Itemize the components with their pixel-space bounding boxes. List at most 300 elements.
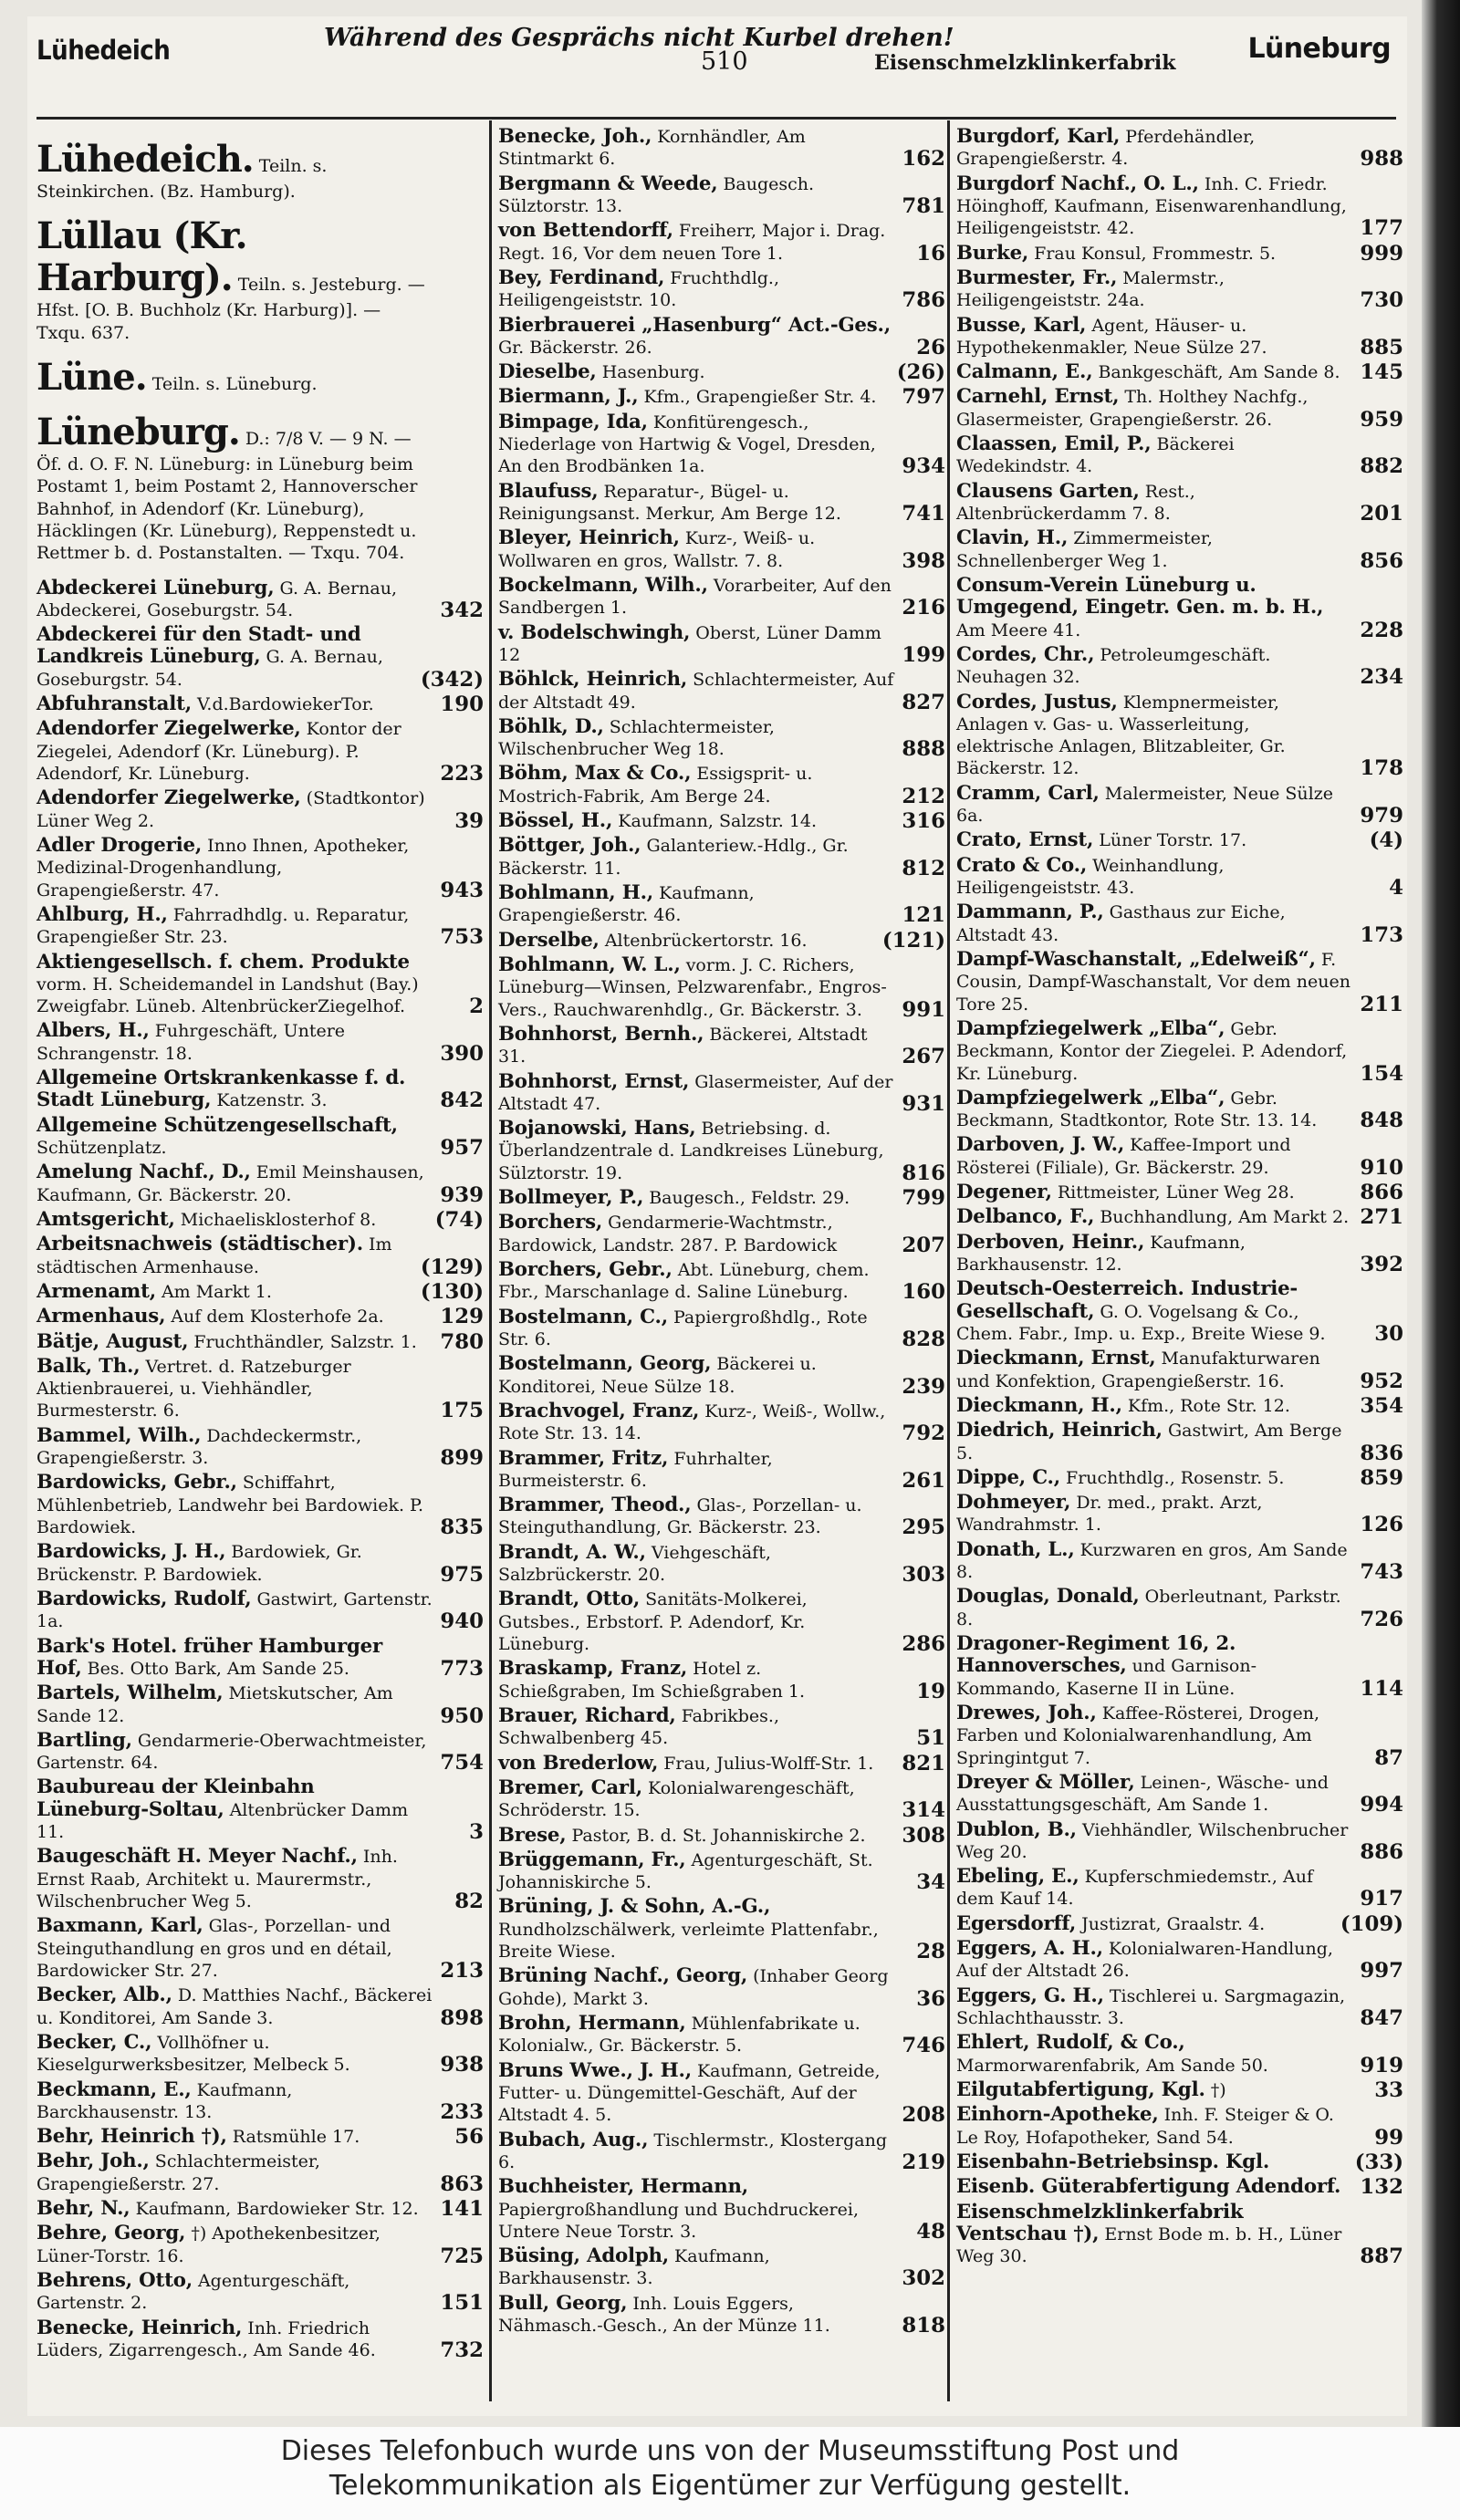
entry-details: Ernst Bode m. b. H., Lüner Weg 30. [956, 2223, 1342, 2267]
entry-name: Allgemeine Ortskrankenkasse f. d. Stadt Lüneburg, [36, 1067, 406, 1112]
place-heading [36, 411, 484, 565]
phone-number: 211 [1360, 992, 1403, 1016]
directory-entry [36, 1234, 484, 1278]
directory-entry [956, 855, 1403, 900]
phone-number: 842 [440, 1088, 484, 1113]
entry-details: Kaufmann, Barkhausenstr. 3. [498, 2246, 770, 2289]
directory-entry [498, 1588, 945, 1655]
entry-details: Kaufmann, Getreide, Futter- u. Düngemittel-Geschäft, Auf der Altstadt 4. 5. [498, 2060, 881, 2126]
directory-entry [956, 433, 1403, 478]
entry-name: Consum-Verein Lüneburg u. Umgegend, Eingetr. Gen. m. b. H., [956, 573, 1324, 620]
phone-number: 856 [1360, 548, 1403, 573]
entry-details: Tischlerei u. Sargmagazin, Schlachthausstr. 3. [956, 1985, 1346, 2028]
directory-entry [956, 1866, 1403, 1911]
entry-name: Eggers, G. H., [956, 1984, 1104, 2007]
phone-number: 792 [902, 1421, 945, 1446]
directory-entry [498, 716, 945, 761]
entry-name: Benecke, Joh., [498, 125, 652, 148]
entry-details: D. Matthies Nachf., Bäckerei u. Konditorei, Am Sande 3. [36, 1985, 433, 2028]
phone-number: 82 [454, 1890, 484, 1913]
phone-number: 899 [440, 1446, 484, 1471]
entry-details: Abt. Lüneburg, chem. Fbr., Marschanlage d. Saline Lüneburg. [498, 1260, 870, 1303]
directory-entry [956, 1586, 1403, 1630]
phone-number: 818 [902, 2314, 945, 2338]
entry-details: Glasermeister, Auf der Altstadt 47. [498, 1071, 893, 1114]
entry-name: Becker, Alb., [36, 1984, 172, 2007]
entry-details: Papiergroßhandlung und Buchdruckerei, Untere Neue Torstr. 3. [498, 2199, 859, 2242]
directory-entry [36, 2032, 484, 2077]
entry-details: Fuhrgeschäft, Untere Schrangenstr. 18. [36, 1021, 346, 1064]
entry-name: Crato, Ernst, [956, 828, 1094, 852]
entry-name: Benecke, Heinrich, [36, 2316, 243, 2339]
directory-entry [956, 1492, 1403, 1536]
place-heading [36, 357, 484, 399]
directory-entry [36, 835, 484, 901]
phone-number: 931 [902, 1091, 945, 1116]
directory-entry [956, 1772, 1403, 1817]
entry-name: Böhlck, Heinrich, [498, 668, 688, 692]
phone-number: 952 [1360, 1369, 1403, 1393]
directory-entry [956, 386, 1403, 431]
entry-name: Dampfziegelwerk „Elba“, [956, 1086, 1225, 1109]
entry-name: Beckmann, E., [36, 2077, 192, 2101]
entry-name: Bartling, [36, 1728, 132, 1752]
directory-entry [498, 669, 945, 713]
entry-details: †) [1210, 2079, 1226, 2100]
entry-name: Cramm, Carl, [956, 781, 1100, 805]
directory-entry [498, 763, 945, 807]
entry-name: Diedrich, Heinrich, [956, 1419, 1163, 1442]
directory-entry [498, 411, 945, 478]
entry-name: Behr, Joh., [36, 2150, 150, 2173]
entry-name: Claassen, Emil, P., [956, 432, 1152, 456]
phone-number: 957 [440, 1136, 484, 1160]
header-rule [36, 117, 1396, 120]
phone-number: 835 [440, 1515, 484, 1539]
running-header [36, 24, 1396, 76]
entry-details: D.: 7/8 V. — 9 N. — Öf. d. O. F. N. Lüneburg: in Lüneburg beim Postamt 1, beim Postamt 2, Hannoverscher Bahnhof, in Adendorf (Kr. Lüneburg), Häcklingen (Kr. Lüneburg), Reppenstedt u. Rettmer b. d. Postanstalten. — Txqu. 704. [36, 428, 418, 564]
column-divider [947, 120, 950, 2401]
phone-number: 308 [902, 1823, 945, 1848]
entry-name: Derboven, Heinr., [956, 1230, 1145, 1254]
directory-entry [36, 1020, 484, 1065]
phone-number: 132 [1360, 2175, 1403, 2200]
phone-number: 56 [454, 2125, 484, 2150]
entry-name: Bostelmann, C., [498, 1305, 668, 1328]
entry-name: Brüning, J. & Sohn, A.-G., [498, 1895, 771, 1919]
directory-entry [956, 692, 1403, 780]
phone-number: (129) [420, 1255, 484, 1279]
directory-entry [36, 1682, 484, 1727]
phone-number: 938 [440, 2053, 484, 2077]
phone-number: 746 [902, 2034, 945, 2058]
phone-number: 882 [1360, 454, 1403, 479]
directory-entry [36, 1356, 484, 1422]
phone-number: 219 [902, 2150, 945, 2174]
entry-details: Michaelisklosterhof 8. [180, 1209, 377, 1230]
directory-entry [956, 2104, 1403, 2149]
entry-name: Dampf-Waschanstalt, „Edelweiß“, [956, 947, 1316, 971]
entry-name: Amtsgericht, [36, 1207, 175, 1231]
phone-number: 121 [902, 903, 945, 928]
entry-details: Frau Konsul, Frommestr. 5. [1034, 243, 1277, 264]
phone-number: 201 [1360, 502, 1403, 526]
entry-details: Pferdehändler, Grapengießerstr. 4. [956, 127, 1256, 170]
entry-details: Galanteriew.-Hdlg., Gr. Bäckerstr. 11. [498, 836, 849, 879]
entry-details: Kaufmann, Grapengießerstr. 46. [498, 883, 755, 926]
entry-details: Ratsmühle 17. [232, 2127, 360, 2148]
phone-number: 160 [902, 1280, 945, 1305]
directory-entry [956, 1278, 1403, 1345]
phone-number: 151 [440, 2291, 484, 2316]
directory-entry [498, 2130, 945, 2174]
directory-entry [956, 2176, 1403, 2198]
entry-details: Malermeister, Neue Sülze 6a. [956, 783, 1333, 827]
directory-entry [498, 2013, 945, 2057]
directory-entry [956, 2202, 1403, 2268]
entry-name: Buchheister, Hermann, [498, 2175, 748, 2199]
phone-number: 994 [1360, 1793, 1403, 1817]
phone-number: 271 [1360, 1205, 1403, 1230]
directory-entry [498, 1448, 945, 1493]
phone-number: 392 [1360, 1253, 1403, 1276]
entry-name: Bardowicks, Rudolf, [36, 1587, 252, 1610]
directory-entry [498, 1353, 945, 1398]
directory-entry [36, 1541, 484, 1586]
entry-name: Brüning Nachf., Georg, [498, 1964, 748, 1988]
directory-entry [956, 575, 1403, 641]
entry-details: Essigsprit- u. Mostrich-Fabrik, Am Berge 24. [498, 764, 813, 807]
directory-entry [36, 578, 484, 622]
entry-details: Vertret. d. Ratzeburger Aktienbrauerei, u. Viehhändler, Burmesterstr. 6. [36, 1356, 351, 1421]
phone-number: 141 [440, 2197, 484, 2222]
entry-details: Mietskutscher, Am Sande 12. [36, 1683, 393, 1726]
directory-entry [498, 810, 945, 832]
entry-name: Bruns Wwe., J. H., [498, 2058, 692, 2082]
directory-entry [956, 267, 1403, 312]
header-right-subkeyword: Eisenschmelzklinkerfabrik [874, 51, 1176, 75]
entry-name: Lüne. [36, 355, 147, 399]
entry-details: Gr. Bäckerstr. 26. [498, 337, 652, 358]
directory-entry [498, 835, 945, 880]
ownership-notice [0, 2427, 1460, 2520]
entry-details: Justizrat, Graalstr. 4. [1081, 1913, 1266, 1934]
entry-name: Douglas, Donald, [956, 1585, 1140, 1609]
entry-name: Brachvogel, Franz, [498, 1399, 700, 1422]
entry-details: Am Meere 41. [956, 620, 1081, 640]
phone-number: 223 [440, 762, 484, 786]
phone-number: 828 [902, 1327, 945, 1351]
phone-number: 48 [916, 2219, 945, 2244]
entry-name: Eisenb. Güterabfertigung Adendorf. [956, 2175, 1341, 2199]
phone-number: 934 [902, 454, 945, 479]
directory-entry [498, 2176, 945, 2243]
entry-details: G. A. Bernau, Goseburgstr. 54. [36, 647, 383, 690]
directory-entry [956, 1232, 1403, 1276]
phone-number: 859 [1360, 1465, 1403, 1490]
phone-number: 233 [440, 2099, 484, 2124]
directory-entry [498, 575, 945, 620]
entry-details: Schlachtermeister, Wilschenbrucher Weg 18. [498, 716, 775, 760]
entry-details: Inh. F. Steiger & O. Le Roy, Hofapotheker, Sand 54. [956, 2105, 1334, 2148]
directory-entry [36, 2150, 484, 2195]
directory-entry [498, 1071, 945, 1116]
entry-details: Teiln. s. Jesteburg. — Hfst. [O. B. Buchholz (Kr. Harburg)]. — Txqu. 637. [36, 275, 425, 343]
entry-name: Dammann, P., [956, 901, 1104, 924]
directory-entry [36, 2079, 484, 2124]
phone-number: (26) [896, 360, 945, 385]
entry-name: Bark's Hotel. früher Hamburger Hof, [36, 1634, 383, 1680]
phone-number: 943 [440, 878, 484, 902]
directory-entry [36, 1984, 484, 2029]
entry-details: Fabrikbes., Schwalbenberg 45. [498, 1705, 779, 1749]
phone-number: 847 [1360, 2006, 1403, 2030]
entry-name: Burmester, Fr., [956, 266, 1118, 289]
phone-number: 997 [1360, 1959, 1403, 1984]
entry-details: Auf dem Klosterhofe 2a. [171, 1307, 384, 1328]
entry-name: Dieselbe, [498, 360, 597, 384]
entry-name: Bardowicks, J. H., [36, 1540, 226, 1564]
entry-name: Dublon, B., [956, 1817, 1077, 1841]
directory-entry [36, 1306, 484, 1328]
entry-name: Bohlmann, W. L., [498, 953, 681, 976]
phone-number: 754 [440, 1751, 484, 1775]
entry-name: Ehlert, Rudolf, & Co., [956, 2031, 1185, 2055]
entry-name: Abdeckerei für den Stadt- und Landkreis Lüneburg, [36, 623, 361, 669]
phone-number: 261 [902, 1468, 945, 1493]
directory-entry [498, 173, 945, 218]
entry-name: Bostelmann, Georg, [498, 1352, 712, 1376]
entry-details: F. Cousin, Dampf-Waschanstalt, Vor dem neuen Tore 25. [956, 949, 1350, 1015]
entry-details: Agenturgeschäft, St. Johanniskirche 5. [498, 1849, 873, 1893]
entry-name: Blaufuss, [498, 479, 599, 503]
entry-details: Bäckerei, Altstadt 31. [498, 1024, 868, 1067]
directory-entry [498, 126, 945, 171]
entry-details: Gebr. Beckmann, Kontor der Ziegelei. P. Adendorf, Kr. Lüneburg. [956, 1018, 1348, 1084]
entry-name: Bartels, Wilhelm, [36, 1682, 224, 1705]
directory-entry [36, 952, 484, 1018]
directory-entry [956, 173, 1403, 240]
entry-name: Lühedeich. [36, 138, 254, 181]
entry-name: Borchers, [498, 1211, 603, 1234]
entry-details: Kfm., Rote Str. 12. [1127, 1395, 1290, 1416]
entry-details: Zimmermeister, Schnellenberger Weg 1. [956, 528, 1213, 571]
entry-name: Borchers, Gebr., [498, 1258, 673, 1281]
entry-name: Aktiengesellsch. f. chem. Produkte [36, 950, 410, 974]
entry-details: Viehhändler, Wilschenbrucher Weg 20. [956, 1819, 1349, 1862]
phone-number: 216 [902, 596, 945, 620]
entry-name: Eisenschmelzklinkerfabrik Ventschau †), [956, 2200, 1244, 2245]
phone-number: 295 [902, 1515, 945, 1540]
entry-name: Behre, Georg, [36, 2222, 186, 2245]
entry-name: Bey, Ferdinand, [498, 266, 665, 289]
directory-entry [36, 787, 484, 832]
directory-entry [498, 1187, 945, 1209]
entry-name: Bojanowski, Hans, [498, 1117, 696, 1140]
phone-number: 398 [902, 548, 945, 573]
entry-name: Behr, Heinrich †), [36, 2125, 227, 2149]
phone-number: 939 [440, 1182, 484, 1207]
entry-details: Hasenburg. [601, 362, 705, 383]
entry-name: Ahlburg, H., [36, 902, 168, 926]
directory-entry [956, 361, 1403, 383]
entry-details: Weinhandlung, Heiligengeiststr. 43. [956, 855, 1225, 898]
directory-entry [498, 1777, 945, 1822]
phone-number: 302 [902, 2266, 945, 2291]
entry-name: Ebeling, E., [956, 1865, 1079, 1889]
entry-name: Bimpage, Ida, [498, 410, 648, 433]
entry-details: V.d.BardowiekerTor. [197, 694, 374, 715]
phone-number: 725 [440, 2244, 484, 2268]
phone-number: 886 [1360, 1839, 1403, 1864]
directory-entry [498, 361, 945, 383]
entry-details: Oberst, Lüner Damm 12 [498, 622, 881, 665]
phone-number: 177 [1360, 216, 1403, 241]
phone-number: 30 [1374, 1321, 1403, 1346]
entry-name: Brammer, Fritz, [498, 1446, 669, 1470]
entry-name: Biermann, J., [498, 385, 639, 409]
entry-name: Armenamt, [36, 1279, 156, 1303]
phone-number: 781 [902, 193, 945, 218]
entry-details: Teiln. s. Steinkirchen. (Bz. Hamburg). [36, 156, 328, 202]
entry-name: Brandt, Otto, [498, 1588, 641, 1611]
entry-name: Bätje, August, [36, 1329, 189, 1353]
phone-number: 816 [902, 1161, 945, 1185]
entry-name: Büsing, Adolph, [498, 2244, 669, 2268]
directory-entry [498, 930, 945, 952]
entry-details: Kaufmann, Bardowieker Str. 12. [135, 2199, 419, 2220]
entry-details: (Stadtkontor) Lüner Weg 2. [36, 788, 425, 831]
entry-details: Gebr. Beckmann, Stadtkontor, Rote Str. 13. 14. [956, 1088, 1318, 1131]
entry-details: Inh. Friedrich Lüders, Zigarrengesch., Am Sande 46. [36, 2317, 376, 2360]
entry-name: Calmann, E., [956, 360, 1093, 384]
directory-entry [36, 1209, 484, 1231]
directory-entry [36, 1115, 484, 1160]
phone-number: 162 [902, 147, 945, 172]
phone-number: 199 [902, 642, 945, 667]
entry-details: Kolonialwaren-Handlung, Auf der Altstadt 26. [956, 1939, 1333, 1982]
entry-details: Rundholzschälwerk, verleimte Plattenfabr., Breite Wiese. [498, 1919, 879, 1963]
entry-details: Inh. C. Friedr. Höinghoff, Kaufmann, Eisenwarenhandlung, Heiligengeiststr. 42. [956, 173, 1347, 239]
entry-details: Kaffee-Rösterei, Drogen, Farben und Kolonialwarenhandlung, Am Springintgut 7. [956, 1703, 1319, 1768]
directory-entry [498, 220, 945, 265]
entry-details: Freiherr, Major i. Drag. Regt. 16, Vor dem neuen Tore 1. [498, 221, 886, 264]
directory-entry [36, 1915, 484, 1982]
phone-number: 887 [1360, 2244, 1403, 2269]
phone-number: 975 [440, 1562, 484, 1587]
directory-entry [498, 1849, 945, 1894]
entry-details: Gasthaus zur Eiche, Altstadt 43. [956, 902, 1286, 945]
entry-details: Konfitürengesch., Niederlage von Hartwig & Vogel, Dresden, An den Brodbänken 1a. [498, 411, 876, 477]
phone-number: 342 [440, 598, 484, 622]
place-heading [36, 139, 484, 203]
directory-entry [498, 954, 945, 1021]
entry-details: Th. Holthey Nachfg., Glasermeister, Grapengießerstr. 26. [956, 387, 1309, 430]
phone-number: 991 [902, 997, 945, 1022]
entry-name: Dieckmann, Ernst, [956, 1347, 1156, 1370]
entry-details: Bes. Otto Bark, Am Sande 25. [87, 1658, 349, 1679]
directory-entry [956, 1018, 1403, 1085]
entry-details: Gendarmerie-Wachtmstr., Bardowick, Landstr. 287. P. Bardowick [498, 1213, 838, 1255]
phone-number: (33) [1354, 2150, 1403, 2174]
entry-details: Mühlenfabrikate u. Kolonialw., Gr. Bäckerstr. 5. [498, 2014, 860, 2057]
entry-name: Böhm, Max & Co., [498, 762, 692, 786]
entry-details: Kurzwaren en gros, Am Sande 8. [956, 1539, 1348, 1583]
directory-entry [36, 2126, 484, 2148]
entry-name: Carnehl, Ernst, [956, 385, 1120, 409]
directory-entry [956, 315, 1403, 359]
directory-entry [498, 267, 945, 312]
directory-entry [956, 1420, 1403, 1464]
directory-entry [36, 1331, 484, 1353]
entry-name: Adler Drogerie, [36, 833, 203, 857]
entry-name: Baxmann, Karl, [36, 1914, 203, 1938]
entry-name: Allgemeine Schützengesellschaft, [36, 1113, 398, 1137]
directory-entry [36, 1636, 484, 1681]
entry-details: Agenturgeschäft, Gartenstr. 2. [36, 2271, 350, 2314]
phone-number: 732 [440, 2338, 484, 2362]
phone-number: 19 [916, 1679, 945, 1703]
entry-name: Baugeschäft H. Meyer Nachf., [36, 1845, 358, 1869]
entry-name: Albers, H., [36, 1019, 150, 1043]
entry-name: Brandt, A. W., [498, 1540, 646, 1564]
entry-name: Delbanco, F., [956, 1205, 1095, 1229]
entry-details: Schiffahrt, Mühlenbetrieb, Landwehr bei Bardowiek. P. Bardowiek. [36, 1473, 424, 1537]
directory-entry [36, 2223, 484, 2267]
directory-entry [498, 1212, 945, 1256]
phone-number: 940 [440, 1609, 484, 1634]
entry-details: Inh. Louis Eggers, Nähmasch.-Gesch., An der Münze 11. [498, 2293, 830, 2337]
directory-entry [36, 2270, 484, 2315]
phone-number: 267 [902, 1045, 945, 1069]
entry-name: Derselbe, [498, 928, 600, 952]
phone-number: 898 [440, 2005, 484, 2030]
entry-name: Drewes, Joh., [956, 1701, 1097, 1724]
directory-entry [36, 2317, 484, 2362]
directory-entry [498, 1542, 945, 1587]
phone-number: 114 [1360, 1676, 1403, 1701]
directory-entry [956, 1467, 1403, 1489]
phone-number: 145 [1360, 360, 1403, 385]
directory-entry [956, 1819, 1403, 1864]
entry-name: Dieckmann, H., [956, 1393, 1122, 1417]
phone-number: (109) [1340, 1911, 1403, 1936]
entry-name: Burgdorf, Karl, [956, 125, 1121, 148]
entry-details: Dachdeckermstr., Grapengießerstr. 3. [36, 1425, 362, 1469]
phone-number: 753 [440, 925, 484, 950]
directory-entry [956, 1913, 1403, 1935]
ownership-notice-line-1: Dieses Telefonbuch wurde uns von der Museumsstiftung Post und [280, 2435, 1180, 2467]
phone-number: 888 [902, 737, 945, 762]
entry-details: G. O. Vogelsang & Co., Chem. Fabr., Imp. u. Exp., Breite Wiese 9. [956, 1301, 1326, 1344]
entry-details: Kaufmann, Salzstr. 14. [618, 811, 818, 832]
directory-entry [498, 1118, 945, 1184]
entry-details: Gastwirt, Gartenstr. 1a. [36, 1588, 433, 1632]
entry-details: Fruchthdlg., Heiligengeiststr. 10. [498, 267, 780, 311]
entry-details: Bankgeschäft, Am Sande 8. [1098, 362, 1340, 383]
directory-entry [956, 1395, 1403, 1417]
entry-name: Armenhaus, [36, 1305, 166, 1328]
entry-name: Cordes, Chr., [956, 642, 1095, 666]
directory-entry [956, 901, 1403, 946]
phone-number: 866 [1360, 1181, 1403, 1205]
entry-details: Reparatur-, Bügel- u. Reinigungsanst. Merkur, Am Berge 12. [498, 481, 841, 524]
directory-entry [956, 243, 1403, 265]
entry-details: Schlachtermeister, Auf der Altstadt 49. [498, 670, 894, 713]
entry-details: Glas-, Porzellan- u. Steinguthandlung, Gr. Bäckerstr. 23. [498, 1495, 862, 1538]
directory-entry [36, 1472, 484, 1538]
directory-entry [956, 126, 1403, 171]
